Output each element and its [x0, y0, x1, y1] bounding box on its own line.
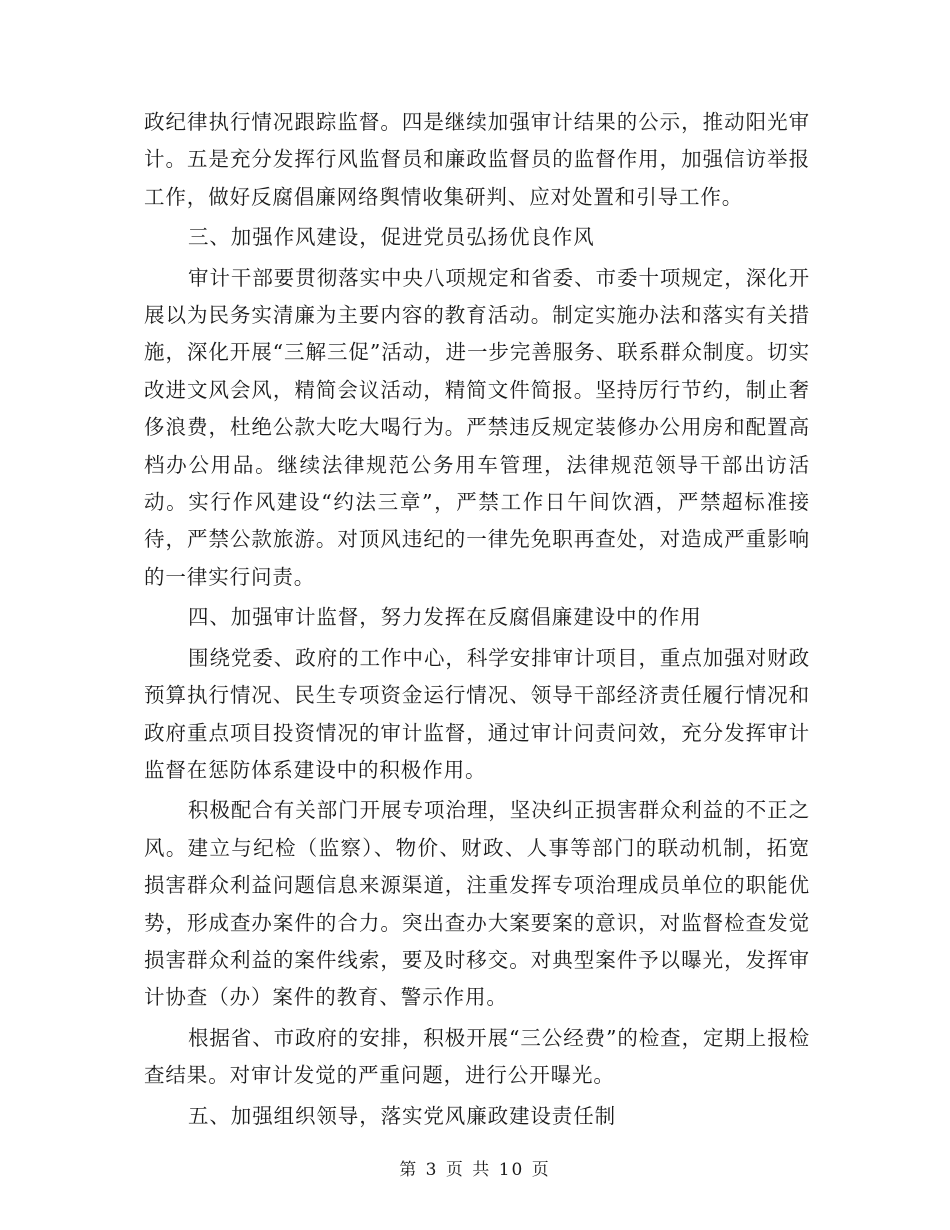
- section-heading-3: 三、加强作风建设，促进党员弘扬优良作风: [188, 225, 595, 250]
- paragraph-continuation: 政纪律执行情况跟踪监督。四是继续加强审计结果的公示，推动阳光审计。五是充分发挥行风监督员和廉政监督员的监督作用，加强信访举报工作，做好反腐倡廉网络舆情收集研判、应对处置和引导工作。: [144, 110, 810, 209]
- page-number-footer: 第 3 页 共 10 页: [399, 1160, 551, 1180]
- paragraph-special-governance: 积极配合有关部门开展专项治理，坚决纠正损害群众利益的不正之风。建立与纪检（监察）、物价、财政、人事等部门的联动机制，拓宽损害群众利益问题信息来源渠道，注重发挥专项治理成员单位的职能优势，形成查办案件的合力。突出查办大案要案的意识，对监督检查发觉损害群众利益的案件线索，要及时移交。对典型案件予以曝光，发挥审计协查（办）案件的教育、警示作用。: [144, 798, 810, 1010]
- document-body: [144, 104, 810, 1135]
- paragraph-work-style: 审计干部要贯彻落实中央八项规定和省委、市委十项规定，深化开展以为民务实清廉为主要内容的教育活动。制定实施办法和落实有关措施，深化开展“三解三促”活动，进一步完善服务、联系群众制度。切实改进文风会风，精简会议活动，精简文件简报。坚持厉行节约，制止奢侈浪费，杜绝公款大吃大喝行为。严禁违反规定装修办公用房和配置高档办公用品。继续法律规范公务用车管理，法律规范领导干部出访活动。实行作风建设“约法三章”，严禁工作日午间饮酒，严禁超标准接待，严禁公款旅游。对顶风违纪的一律先免职再查处，对造成严重影响的一律实行问责。: [144, 265, 810, 589]
- section-heading-5: 五、加强组织领导，落实党风廉政建设责任制: [188, 1103, 616, 1128]
- paragraph-audit-supervision: 围绕党委、政府的工作中心，科学安排审计项目，重点加强对财政预算执行情况、民生专项资金运行情况、领导干部经济责任履行情况和政府重点项目投资情况的审计监督，通过审计问责问效，充分发挥审计监督在惩防体系建设中的积极作用。: [144, 645, 810, 782]
- section-heading-4: 四、加强审计监督，努力发挥在反腐倡廉建设中的作用: [188, 605, 702, 630]
- paragraph-three-public-expenses: 根据省、市政府的安排，积极开展“三公经费”的检查，定期上报检查结果。对审计发觉的严重问题，进行公开曝光。: [144, 1025, 810, 1088]
